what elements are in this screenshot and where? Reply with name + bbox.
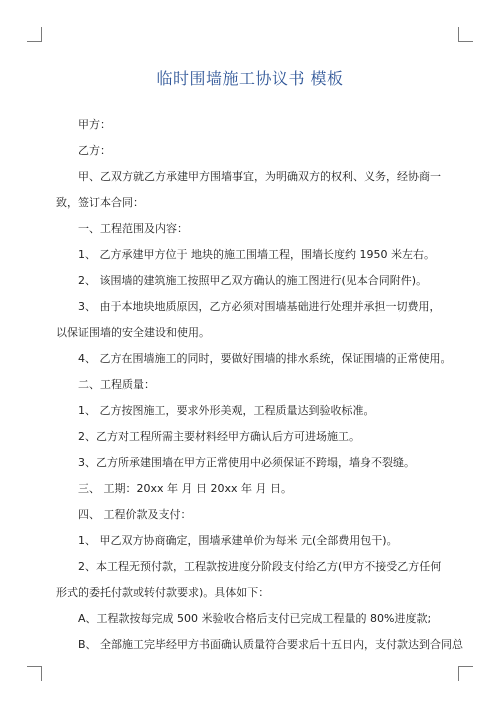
section-heading-payment: 四、 工程价款及支付： <box>78 508 192 521</box>
quality-item-1: 1、 乙方按图施工，要求外形美观，工程质量达到验收标准。 <box>78 404 375 417</box>
quality-item-3: 3、乙方所承建围墙在甲方正常使用中必须保证不跨塌，墙身不裂缝。 <box>78 456 415 469</box>
corner-mark-top-left <box>27 27 42 42</box>
document-body <box>56 112 464 658</box>
quality-item-2: 2、乙方对工程所需主要材料经甲方确认后方可进场施工。 <box>78 430 360 443</box>
section-heading-schedule: 三、 工期：20xx 年 月 日 20xx 年 月 日。 <box>78 482 293 495</box>
payment-item-2: 2、本工程无预付款，工程款按进度分阶段支付给乙方(甲方不接受乙方任何形式的委托付款或转付款要求)。具体如下： <box>56 560 442 599</box>
payment-item-b: B、 全部施工完毕经甲方书面确认质量符合要求后十五日内，支付款达到合同总 <box>78 638 464 651</box>
party-b-line: 乙方： <box>78 144 111 157</box>
document-title: 临时围墙施工协议书 模板 <box>156 69 344 88</box>
scope-item-1: 1、 乙方承建甲方位于 地块的施工围墙工程，围墙长度约 1950 米左右。 <box>78 248 435 261</box>
intro-paragraph: 甲、乙双方就乙方承建甲方围墙事宜，为明确双方的权利、义务，经协商一致，签订本合同： <box>56 170 441 209</box>
party-a-line: 甲方： <box>78 118 111 131</box>
payment-item-a: A、工程款按每完成 500 米验收合格后支付已完成工程量的 80%进度款; <box>78 612 432 625</box>
scope-item-3: 3、 由于本地块地质原因，乙方必须对围墙基础进行处理并承担一切费用，以保证围墙的安全建设和使用。 <box>56 300 441 339</box>
scope-item-4: 4、 乙方在围墙施工的同时，要做好围墙的排水系统，保证围墙的正常使用。 <box>78 352 452 365</box>
section-heading-quality: 二、工程质量： <box>78 378 155 391</box>
scope-item-2: 2、 该围墙的建筑施工按照甲乙双方确认的施工图进行(见本合同附件)。 <box>78 274 428 287</box>
corner-mark-bottom-left <box>27 666 42 681</box>
corner-mark-top-right <box>458 27 473 42</box>
section-heading-scope: 一、工程范围及内容： <box>78 222 188 235</box>
payment-item-1: 1、 甲乙双方协商确定，围墙承建单价为每米 元(全部费用包干)。 <box>78 534 398 547</box>
corner-mark-bottom-right <box>458 666 473 681</box>
